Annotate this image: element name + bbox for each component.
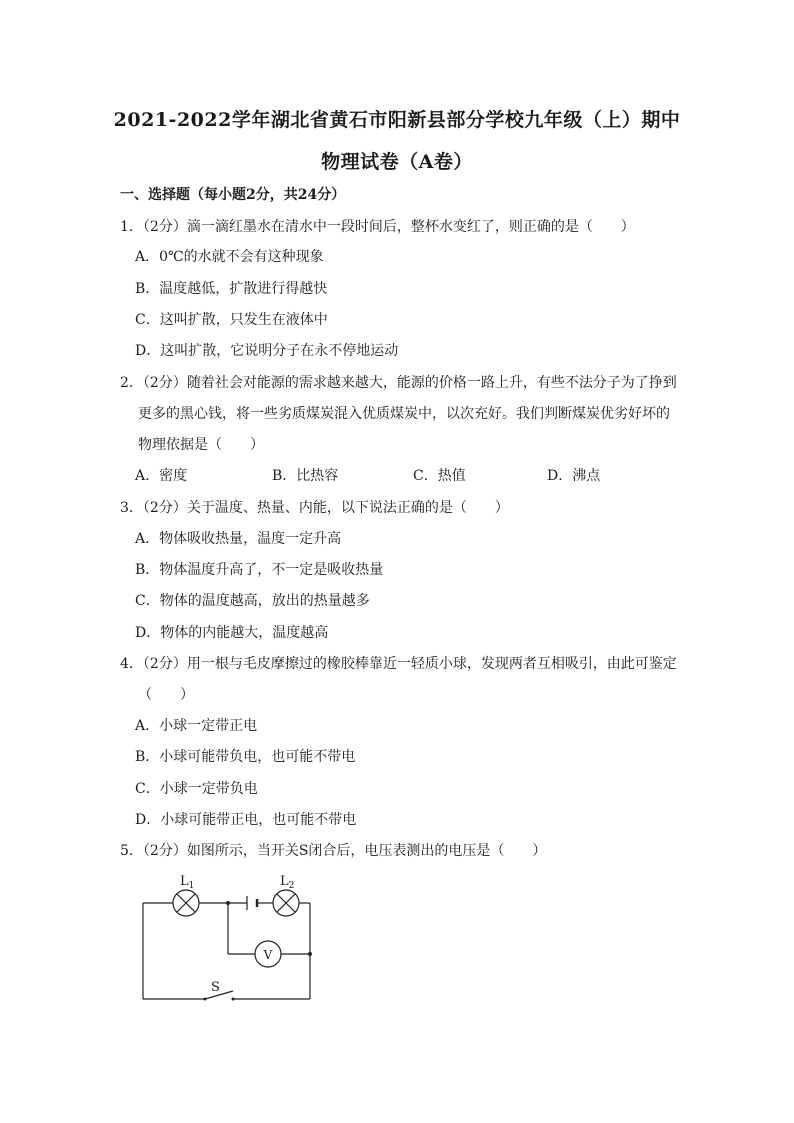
question-4-option-a: A．小球一定带正电	[135, 718, 258, 734]
question-4-option-d: D．小球可能带正电，也可能不带电	[135, 812, 357, 828]
question-2-text-line1: 2．（2分）随着社会对能源的需求越来越大，能源的价格一路上升，有些不法分子为了挣到	[120, 375, 677, 391]
lamp-l2-symbol	[273, 890, 299, 916]
question-3-option-b: B．物体温度升高了，不一定是吸收热量	[135, 562, 384, 578]
question-1-option-c: C．这叫扩散，只发生在液体中	[135, 312, 328, 328]
question-2-option-b: B．比热容	[272, 468, 339, 484]
lamp-l1-symbol	[173, 890, 199, 916]
question-3-option-a: A．物体吸收热量，温度一定升高	[135, 531, 342, 547]
voltmeter-label: V	[263, 948, 273, 962]
question-5-text: 5．（2分）如图所示，当开关S闭合后，电压表测出的电压是（ ）	[120, 843, 547, 859]
question-4-option-b: B．小球可能带负电，也可能不带电	[135, 749, 356, 765]
junction-dot	[308, 952, 312, 956]
question-2-text-line2: 更多的黑心钱，将一些劣质煤炭混入优质煤炭中，以次充好。我们判断煤炭优劣好坏的	[138, 406, 670, 422]
question-1-option-a: A．0℃的水就不会有这种现象	[135, 249, 324, 265]
lamp-l1-label: $L_1$	[180, 874, 195, 891]
question-2-option-a: A．密度	[135, 468, 188, 484]
switch-label: S	[211, 980, 220, 995]
junction-dot	[226, 901, 230, 905]
question-1-option-b: B．温度越低，扩散进行得越快	[135, 281, 328, 297]
question-4-text-line1: 4．（2分）用一根与毛皮摩擦过的橡胶棒靠近一轻质小球，发现两者互相吸引，由此可鉴定	[120, 656, 677, 672]
switch-pivot	[204, 998, 207, 1001]
exam-title-line1: 2021-2022学年湖北省黄石市阳新县部分学校九年级（上）期中	[113, 109, 681, 131]
question-4-text-line2: （ ）	[138, 687, 194, 703]
circuit-diagram	[135, 870, 325, 1005]
question-2-option-c: C．热值	[413, 468, 466, 484]
question-3-option-c: C．物体的温度越高，放出的热量越多	[135, 593, 370, 609]
question-1-option-d: D．这叫扩散，它说明分子在永不停地运动	[135, 343, 399, 359]
question-3-option-d: D．物体的内能越大，温度越高	[135, 625, 329, 641]
exam-title-line2: 物理试卷（A卷）	[321, 151, 473, 173]
lamp-l2-label: $L_2$	[280, 874, 295, 891]
question-3-text: 3．（2分）关于温度、热量、内能，以下说法正确的是（ ）	[120, 500, 509, 516]
switch-contact	[232, 998, 235, 1001]
question-2-option-d: D．沸点	[547, 468, 601, 484]
question-2-text-line3: 物理依据是（ ）	[138, 437, 264, 453]
question-4-option-c: C．小球一定带负电	[135, 781, 258, 797]
section-heading: 一、选择题（每小题2分，共24分）	[120, 187, 346, 203]
question-1-text: 1．（2分）滴一滴红墨水在清水中一段时间后，整杯水变红了，则正确的是（ ）	[120, 219, 635, 235]
